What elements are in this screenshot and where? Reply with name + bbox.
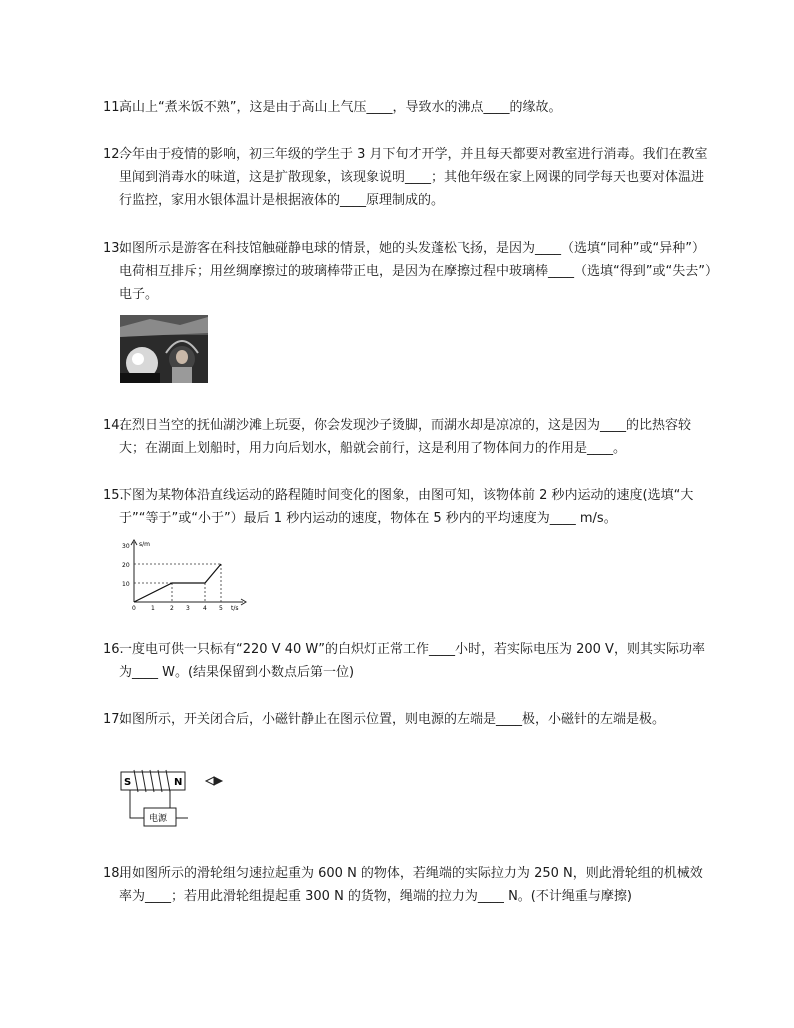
question-text: 高山上“煮米饭不熟”，这是由于高山上气压____，导致水的沸点____的缘故。: [119, 100, 562, 115]
x-tick: 1: [151, 605, 155, 612]
question-number: 11.: [103, 100, 124, 115]
question-number: 14.: [103, 418, 124, 433]
question-text: 下图为某物体沿直线运动的路程随时间变化的图象，由图可知，该物体前 2 秒内运动的速度(选填“大于”“等于”或“小于”）最后 1 秒内运动的速度，物体在 5 秒内的平均速度为____ m/s。: [119, 488, 694, 526]
question-14: [103, 414, 715, 460]
question-18: [103, 862, 715, 908]
question-13: [103, 237, 715, 306]
y-tick: 10: [122, 581, 130, 588]
x-tick: 2: [170, 605, 174, 612]
question-11: [103, 96, 715, 119]
question-number: 15.: [103, 488, 124, 503]
y-tick: 30: [122, 543, 130, 550]
x-tick: 3: [186, 605, 190, 612]
x-tick: 4: [203, 605, 207, 612]
question-16: [103, 638, 715, 684]
question-number: 12.: [103, 147, 124, 162]
question-text: 一度电可供一只标有“220 V 40 W”的白炽灯正常工作____小时，若实际电压为 200 V，则其实际功率为____ W。(结果保留到小数点后第一位): [119, 642, 705, 680]
question-text: 今年由于疫情的影响，初三年级的学生于 3 月下旬才开学，并且每天都要对教室进行消毒。我们在教室里闻到消毒水的味道，这是扩散现象，该现象说明____；其他年级在家上网课的同学每天也要对体温进行监控，家用水银体温计是根据液体的____原理制成的。: [119, 147, 708, 208]
compass-needle-right: [214, 777, 222, 785]
x-axis-label: t/s: [231, 605, 239, 612]
pole-right-label: N: [174, 777, 183, 788]
compass-needle-left: [206, 777, 214, 785]
question-text: 用如图所示的滑轮组匀速拉起重为 600 N 的物体，若绳端的实际拉力为 250 N，则此滑轮组的机械效率为____；若用此滑轮组提起重 300 N 的货物，绳端的拉力为____ N。(不计绳重与摩擦): [119, 866, 703, 904]
distance-time-graph: [118, 538, 248, 612]
question-number: 18.: [103, 866, 124, 881]
question-text: 如图所示，开关闭合后，小磁针静止在图示位置，则电源的左端是____极，小磁针的左端是极。: [119, 712, 666, 727]
pole-left-label: S: [124, 777, 132, 788]
electromagnet-circuit: [118, 768, 258, 832]
question-text: 在烈日当空的抚仙湖沙滩上玩耍，你会发现沙子烫脚，而湖水却是凉凉的，这是因为____的比热容较大；在湖面上划船时，用力向后划水，船就会前行，这是利用了物体间力的作用是____。: [119, 418, 692, 456]
static-electricity-photo: [120, 315, 208, 383]
y-tick: 20: [122, 562, 130, 569]
question-15: [103, 484, 715, 530]
question-text: 如图所示是游客在科技馆触碰静电球的情景，她的头发蓬松飞扬，是因为____（选填“同种”或“异种”）电荷相互排斥；用丝绸摩擦过的玻璃棒带正电，是因为在摩擦过程中玻璃棒____（选填“得到”或“失去”）电子。: [119, 241, 712, 302]
x-tick: 0: [132, 605, 136, 612]
question-number: 17.: [103, 712, 124, 727]
power-source-label: 电源: [149, 814, 168, 824]
question-12: [103, 143, 715, 212]
question-number: 13.: [103, 241, 124, 256]
x-tick: 5: [219, 605, 223, 612]
question-17: [103, 708, 715, 731]
question-number: 16.: [103, 642, 124, 657]
y-axis-label: s/m: [139, 541, 150, 548]
